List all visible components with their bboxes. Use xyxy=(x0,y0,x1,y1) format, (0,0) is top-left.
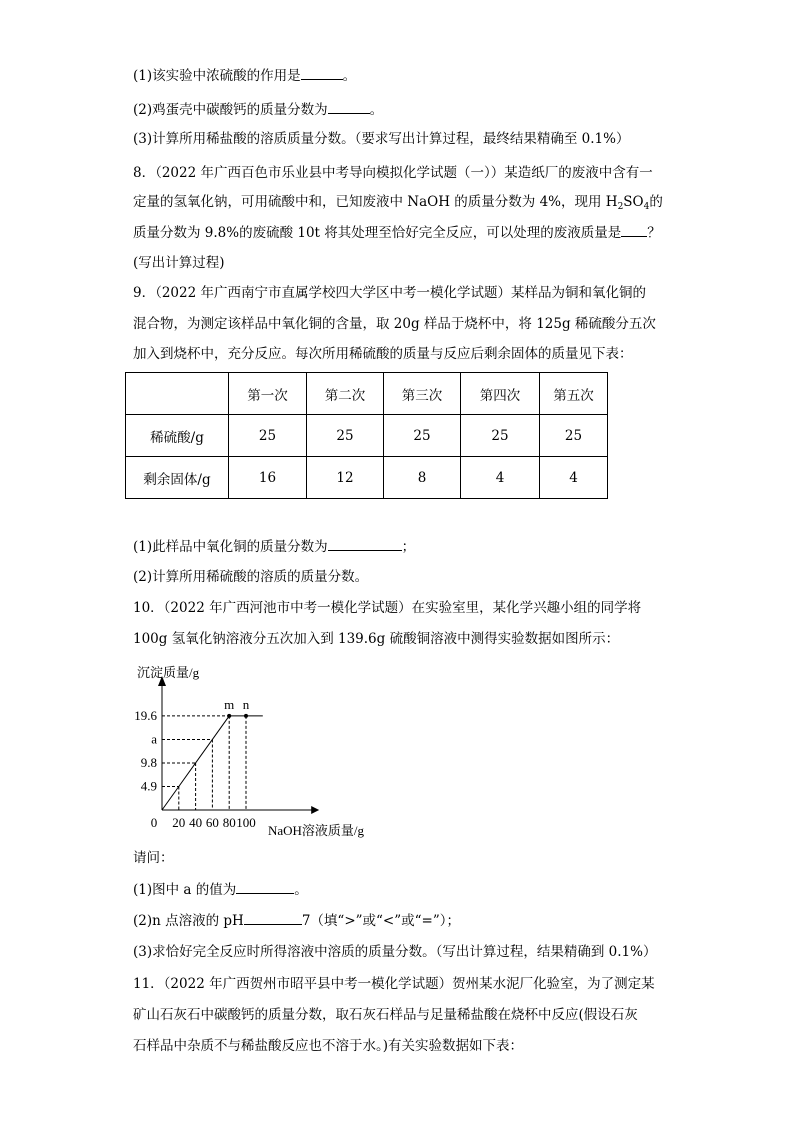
table-cell: 16 xyxy=(229,457,307,499)
x-tick-label: 60 xyxy=(205,815,219,830)
q8-line3-end: ？ xyxy=(647,225,661,241)
table-header-cell: 第三次 xyxy=(384,373,461,415)
table-cell: 25 xyxy=(229,415,307,457)
answer-blank xyxy=(236,880,294,894)
q7-sub1-text: (1)该实验中浓硫酸的作用是 xyxy=(133,68,301,84)
answer-blank xyxy=(244,911,302,925)
x-tick-label: 0 xyxy=(150,815,158,830)
data-point xyxy=(244,714,248,718)
q7-sub3: (3)计算所用稀盐酸的溶质质量分数。（要求写出计算过程，最终结果精确至 0.1%） xyxy=(133,131,630,147)
y-tick-label: 4.9 xyxy=(140,778,157,794)
q8-line2-c: 的 xyxy=(649,194,663,210)
q10-sub2-text: (2)n 点溶液的 pH xyxy=(133,913,244,929)
y-tick-label: 19.6 xyxy=(134,707,157,723)
subscript: 2 xyxy=(617,202,624,212)
q11-line2: 矿山石灰石中碳酸钙的质量分数，取石灰石样品与足量稀盐酸在烧杯中反应(假设石灰 xyxy=(133,1007,638,1023)
table-header-cell: 第一次 xyxy=(229,373,307,415)
q8-line3-a: 质量分数为 9.8%的废硫酸 10t 将其处理至恰好完全反应，可以处理的废液质量是 xyxy=(133,225,622,241)
q7-sub2-text: (2)鸡蛋壳中碳酸钙的质量分数为 xyxy=(133,102,328,118)
q8-line2-b: SO xyxy=(623,194,644,210)
q9-sub2: (2)计算所用稀硫酸的溶质的质量分数。 xyxy=(133,569,369,585)
table-cell: 4 xyxy=(540,457,608,499)
point-label: n xyxy=(242,696,250,712)
q10-sub1-end: 。 xyxy=(294,882,308,898)
table-cell: 12 xyxy=(307,457,384,499)
y-tick-label: a xyxy=(151,731,157,747)
x-axis-arrow-icon xyxy=(311,806,319,814)
q9-line1: 9．（2022 年广西南宁市直属学校四大学区中考一模化学试题）某样品为铜和氧化铜的 xyxy=(133,285,646,301)
q9-line2: 混合物，为测定该样品中氧化铜的含量，取 20g 样品于烧杯中，将 125g 稀硫酸分五次 xyxy=(133,316,656,332)
data-point xyxy=(227,714,231,718)
q9-sub1-end: ； xyxy=(401,539,416,555)
x-tick-label: 40 xyxy=(189,815,203,830)
table-cell: 25 xyxy=(384,415,461,457)
q11-line3: 石样品中杂质不与稀盐酸反应也不溶于水。)有关实验数据如下表： xyxy=(133,1038,524,1054)
table-cell: 8 xyxy=(384,457,461,499)
q7-sub1-end: 。 xyxy=(342,68,357,84)
q8-line2-a: 定量的氢氧化钠，可用硫酸中和，已知废液中 NaOH 的质量分数为 4%，现用 H xyxy=(133,194,618,210)
q8-line1: 8．（2022 年广西百色市乐业县中考导向模拟化学试题（一））某造纸厂的废液中含有一 xyxy=(133,165,653,181)
x-tick-label: 20 xyxy=(172,815,186,830)
q10-sub1-text: (1)图中 a 的值为 xyxy=(133,882,237,898)
table-row-label: 稀硫酸/g xyxy=(126,415,229,457)
x-tick-label: 80 xyxy=(222,815,236,830)
q9-line3: 加入到烧杯中，充分反应。每次所用稀硫酸的质量与反应后剩余固体的质量见下表： xyxy=(133,346,633,362)
table-header-cell: 第四次 xyxy=(461,373,540,415)
q10-sub2 xyxy=(133,911,460,930)
q10-line1: 10．（2022 年广西河池市中考一模化学试题）在实验室里，某化学兴趣小组的同学将 xyxy=(133,600,642,616)
table-cell: 25 xyxy=(461,415,540,457)
q7-sub2-end: 。 xyxy=(369,102,384,118)
subscript: 4 xyxy=(643,202,650,212)
q10-sub3: (3)求恰好完全反应时所得溶液中溶质的质量分数。（写出计算过程，结果精确到 0.1%） xyxy=(133,944,657,960)
q10-ask: 请问： xyxy=(133,850,174,866)
q11-line1: 11．（2022 年广西贺州市昭平县中考一模化学试题）贺州某水泥厂化验室，为了测定某 xyxy=(133,976,655,992)
table-row-label: 剩余固体/g xyxy=(126,457,229,499)
table-cell: 25 xyxy=(307,415,384,457)
q9-sub1-text: (1)此样品中氧化铜的质量分数为 xyxy=(133,539,328,555)
q10-sub1 xyxy=(133,880,308,899)
x-axis-label: NaOH溶液质量/g xyxy=(268,823,365,838)
q8-line4: (写出计算过程) xyxy=(133,255,225,271)
y-axis-label: 沉淀质量/g xyxy=(137,665,200,680)
x-tick-label: 100 xyxy=(236,815,256,830)
q10-sub2-end: 7（填“>”或“<”或“=”）； xyxy=(301,913,461,929)
y-tick-label: 9.8 xyxy=(140,754,157,770)
table-header-cell: 第五次 xyxy=(540,373,608,415)
table-cell: 4 xyxy=(461,457,540,499)
table-header-cell: 第二次 xyxy=(307,373,384,415)
table-cell: 25 xyxy=(540,415,608,457)
point-label: m xyxy=(224,696,235,712)
q10-line2: 100g 氢氧化钠溶液分五次加入到 139.6g 硫酸铜溶液中测得实验数据如图所示： xyxy=(133,631,620,647)
